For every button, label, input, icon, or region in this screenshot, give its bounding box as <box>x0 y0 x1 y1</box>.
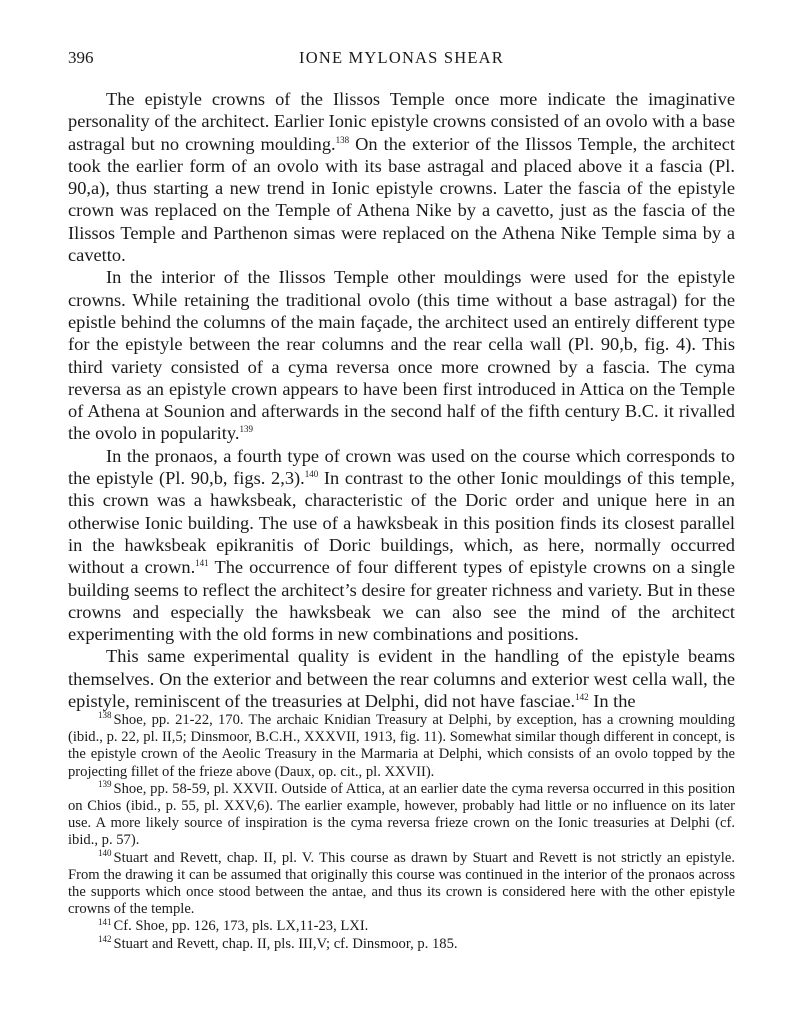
paragraph-text: In the pronaos, a fourth type of crown was used on the course which corresponds to the epistyle (Pl. 90,b, figs. 2,3). <box>68 445 735 489</box>
paragraph-epistyle-crowns <box>68 88 735 266</box>
footnote-142 <box>68 933 735 953</box>
paragraph-text: The epistyle crowns of the Ilissos Temple once more indicate the imaginative personality of the architect. Earlier Ionic epistyle crowns consisted of an ovolo with a base astragal but no crowning moulding. <box>68 89 735 154</box>
footnote-139 <box>68 778 735 850</box>
paragraph-interior-mouldings <box>68 266 735 444</box>
footnote-138 <box>68 712 735 781</box>
footnote-141 <box>68 918 735 935</box>
main-text <box>68 88 735 712</box>
paragraph-text: The occurrence of four different types of epistyle crowns on a single building seems to reflect the architect’s desire for greater richness and variety. But in these crowns and especially the hawksbeak we can also see the mind of the architect experimenting with the old forms in new combinations and positions. <box>68 557 735 645</box>
footnote-ref-141[interactable]: 141 <box>195 558 209 569</box>
paragraph-text: In the interior of the Ilissos Temple other mouldings were used for the epistyle crowns. While retaining the traditional ovolo (this time without a base astragal) for the epistle behind the columns of the main façade, the architect used an entirely different type for the epistyle between the rear columns and the rear cella wall (Pl. 90,b, fig. 4). This third variety consisted of a cyma reversa once more crowned by a fascia. The cyma reversa as an epistyle crown appears to have been first introduced in Attica on the Temple of Athena at Sounion and afterwards in the second half of the fifth century B.C. it rivalled the ovolo in popularity. <box>68 267 735 444</box>
paragraph-text: This same experimental quality is evident in the handling of the epistyle beams themselves. On the exterior and between the rear columns and exterior west cella wall, the epistyle, reminiscent of the treasuries at Delphi, did not have fasciae. <box>68 646 735 712</box>
footnote-ref-138[interactable]: 138 <box>335 134 350 145</box>
footnote-text: Stuart and Revett, chap. II, pl. V. This course as drawn by Stuart and Revett is not strictly an epistyle. From the drawing it can be assumed that originally this course was continued in the interior of the pronaos across the supports which once stood between the antae, and thus its crown is considered here with the other epistyle crowns of the temple. <box>68 849 735 918</box>
footnote-ref-140[interactable]: 140 <box>304 468 319 479</box>
footnote-number: 142 <box>98 933 112 944</box>
paragraph-text: On the exterior of the Ilissos Temple, the architect took the earlier form of an ovolo with its base astragal and placed above it a fascia (Pl. 90,a), thus starting a new trend in Ionic epistyle crowns. Later the fascia of the epistyle crown was replaced on the Temple of Athena Nike by a cavetto, just as the fascia of the Ilissos Temple and Parthenon simas were replaced on the Athena Nike Temple sima by a cavetto. <box>68 133 735 266</box>
running-title: IONE MYLONAS SHEAR <box>299 48 504 67</box>
footnote-number: 140 <box>98 847 112 858</box>
footnote-text: Cf. Shoe, pp. 126, 173, pls. LX,11-23, LXI. <box>113 918 369 935</box>
paragraph-pronaos-crown <box>68 445 735 646</box>
footnote-number: 138 <box>98 710 112 721</box>
footnote-text: Shoe, pp. 21-22, 170. The archaic Knidian Treasury at Delphi, by exception, has a crowning moulding (ibid., p. 22, pl. II,5; Dinsmoor, B.C.H., XXXVII, 1913, fig. 11). Somewhat similar though different in concept, is the epistyle crown of the Aeolic Treasury in the Marmaria at Delphi, which consists of an ovolo topped by the projecting fillet of the frieze above (Daux, op. cit., pl. XXVII). <box>68 712 735 780</box>
footnote-number: 141 <box>98 916 112 927</box>
footnotes <box>68 712 735 953</box>
footnote-140 <box>68 847 735 919</box>
page-number: 396 <box>68 48 94 67</box>
footnote-number: 139 <box>98 778 112 789</box>
footnote-text: Stuart and Revett, chap. II, pls. III,V; cf. Dinsmoor, p. 185. <box>113 935 458 952</box>
page-header <box>68 48 735 76</box>
footnote-ref-139[interactable]: 139 <box>239 424 253 435</box>
paragraph-epistyle-beams <box>68 645 735 712</box>
footnote-ref-142[interactable]: 142 <box>575 691 589 702</box>
paragraph-text: In the <box>588 691 636 712</box>
paragraph-text: In contrast to the other Ionic mouldings of this temple, this crown was a hawksbeak, characteristic of the Doric order and unique here in an otherwise Ionic building. The use of a hawksbeak in this position finds its closest parallel in the hawksbeak epikranitis of Doric buildings, which, as here, normally occurred without a crown. <box>68 468 735 578</box>
footnote-text: Shoe, pp. 58-59, pl. XXVII. Outside of Attica, at an earlier date the cyma reversa occurred in this position on Chios (ibid., p. 55, pl. XXV,6). The earlier example, however, probably had little or no influence on its later use. A more likely source of inspiration is the cyma reversa frieze crown on the Ionic treasuries at Delphi (cf. ibid., p. 57). <box>68 780 735 849</box>
